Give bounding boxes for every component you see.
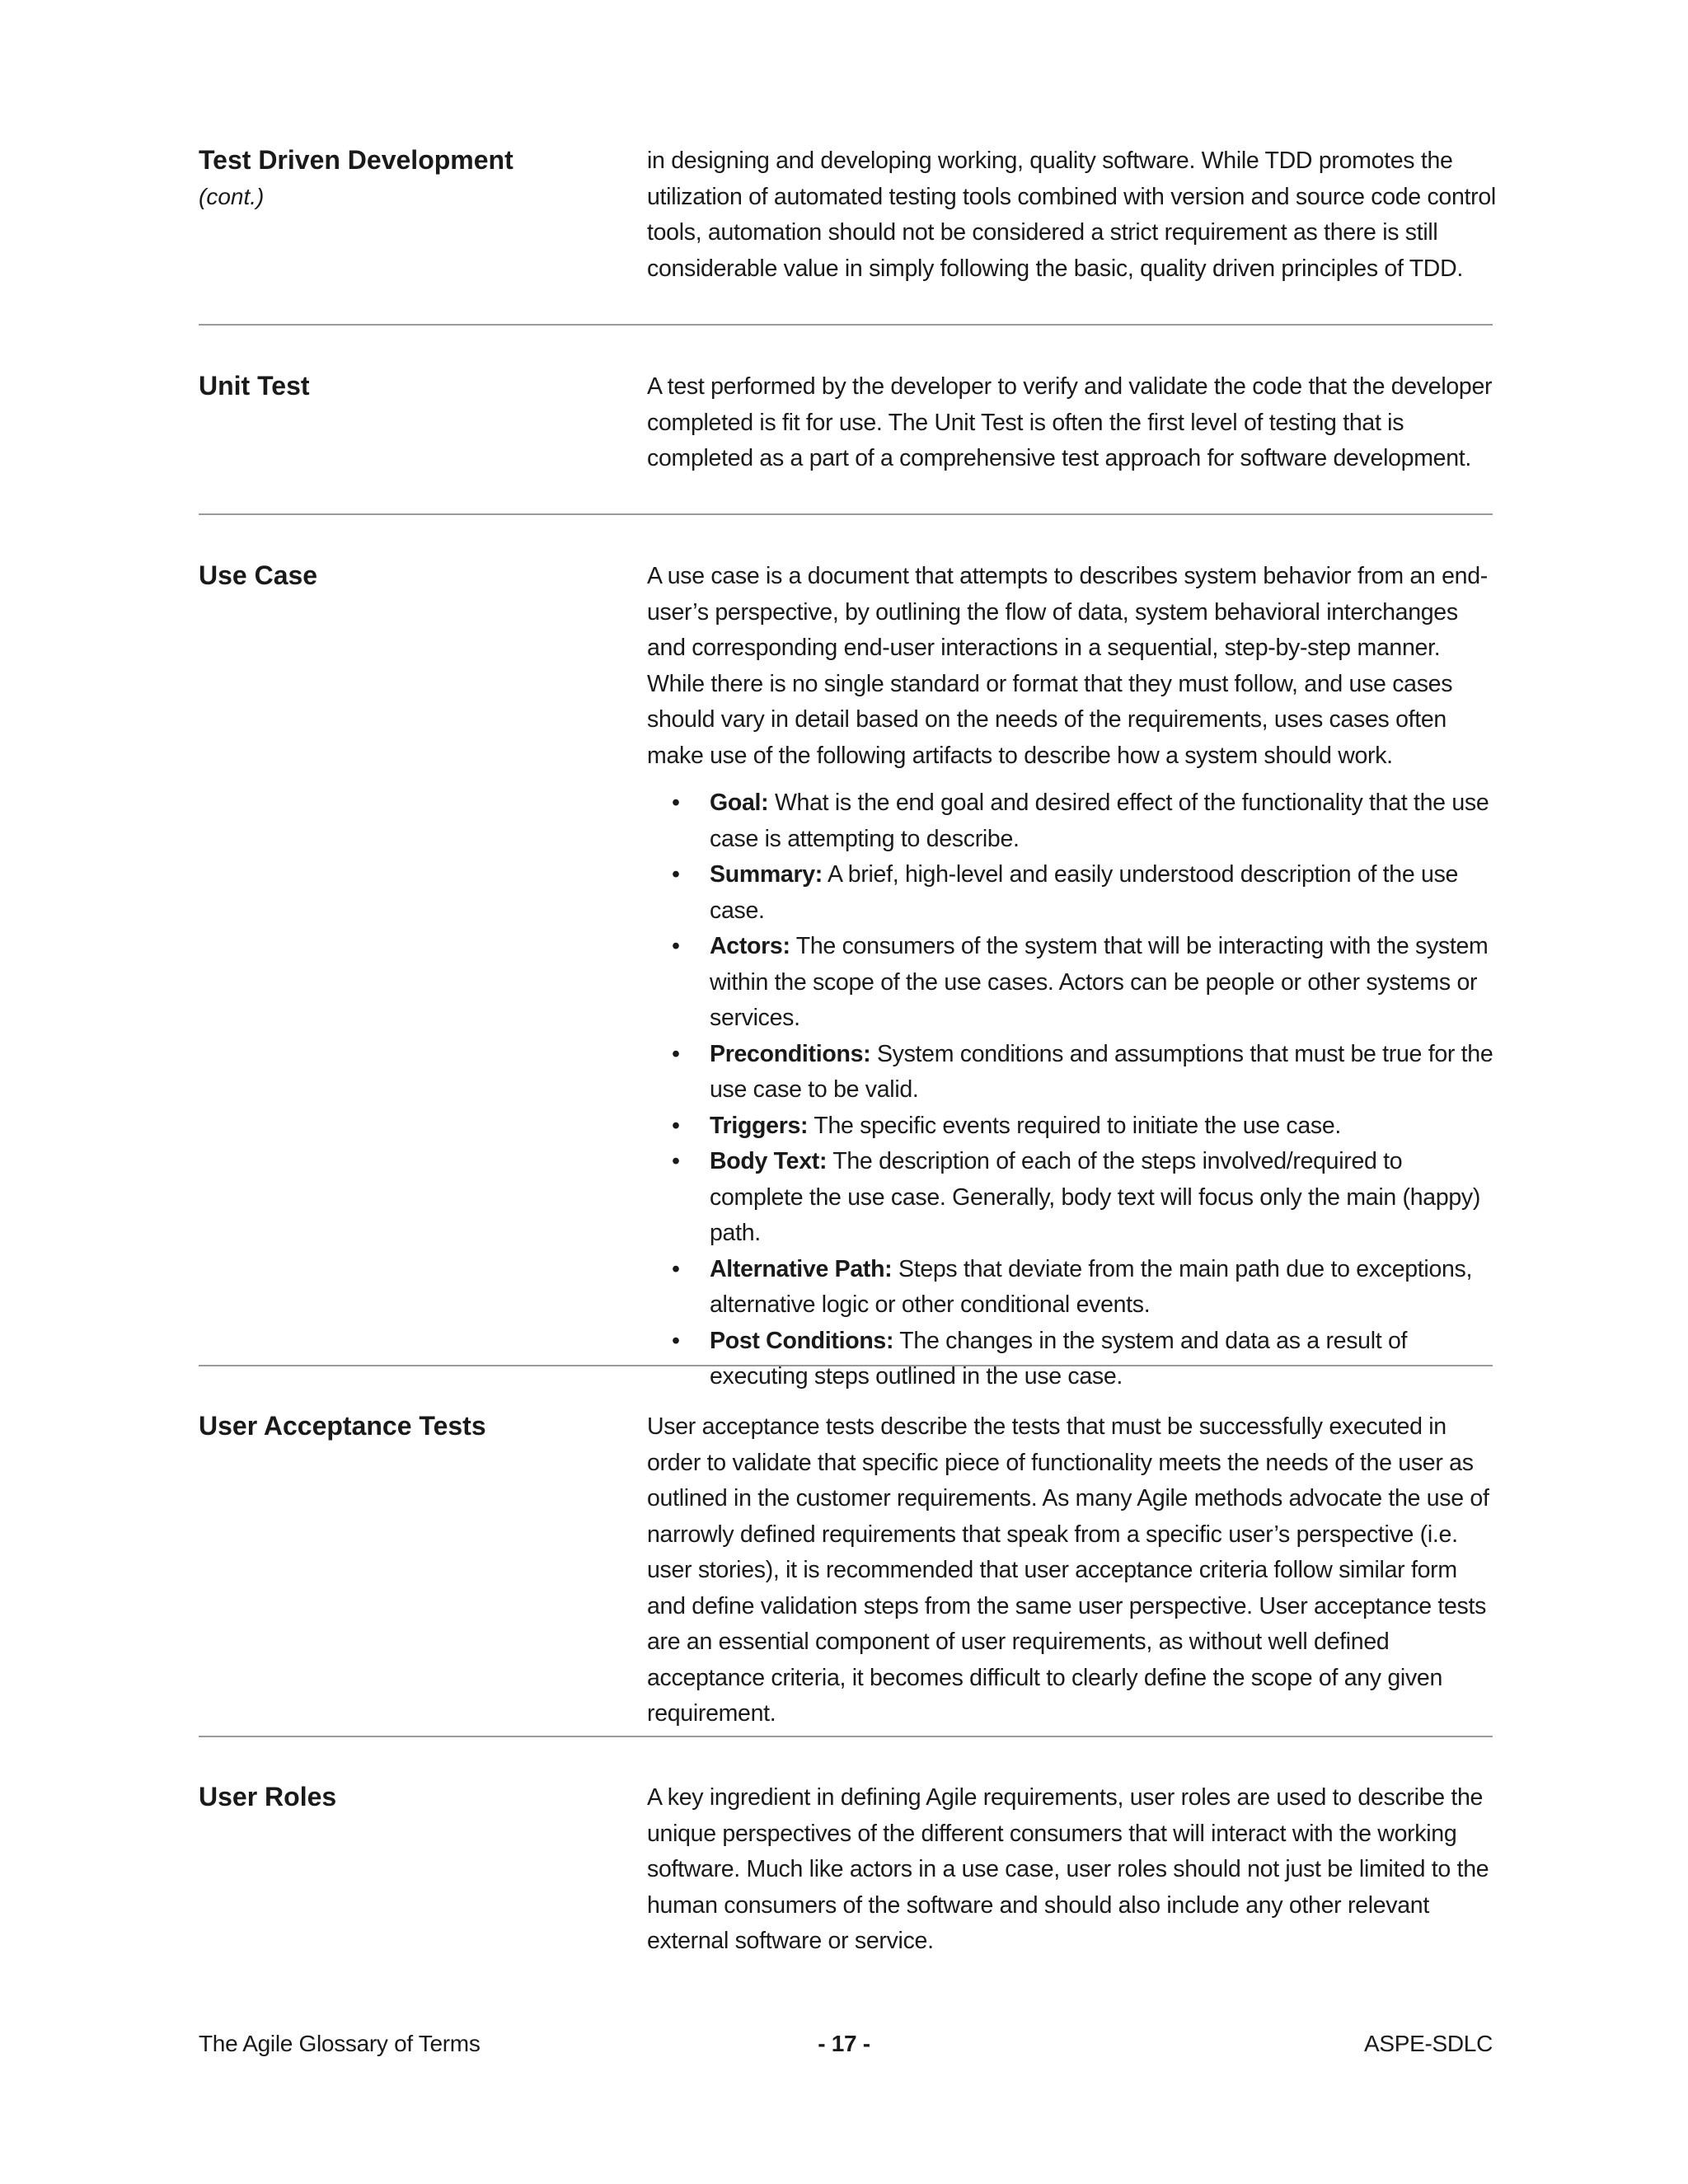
divider-rule xyxy=(199,1736,1493,1737)
list-item xyxy=(647,1324,1496,1395)
definition-column xyxy=(647,1409,1496,1732)
divider-rule xyxy=(199,1365,1493,1366)
list-item-text: A brief, high-level and easily understood description of the use case. xyxy=(710,861,1459,924)
list-item-label: Alternative Path: xyxy=(710,1255,893,1282)
definition-text: A test performed by the developer to verify and validate the code that the developer completed is fit for use. The Unit Test is often the first level of testing that is completed as a part of a comprehensive test approach for software development. xyxy=(647,373,1493,471)
bullet-icon: • xyxy=(672,1040,680,1067)
definition-column xyxy=(647,1780,1496,1960)
bullet-icon: • xyxy=(672,861,680,888)
term-title: User Roles xyxy=(199,1782,337,1811)
bullet-icon: • xyxy=(672,1327,680,1354)
definition-text: User acceptance tests describe the tests that must be successfully executed in order to validate that specific piece of functionality meets the needs of the user as outlined in the customer requirements. As many Agile methods advocate the use of narrowly defined requirements that speak from a specific user’s perspective (i.e. user stories), it is recommended that user acceptance criteria follow similar form and define validation steps from the same user perspective. User acceptance tests are an essential component of user requirements, as without well defined acceptance criteria, it becomes difficult to clearly define the scope of any given requirement. xyxy=(647,1413,1489,1727)
list-item-label: Actors: xyxy=(710,933,790,959)
list-item-label: Post Conditions: xyxy=(710,1327,894,1354)
term-column xyxy=(199,369,627,402)
list-item xyxy=(647,1252,1496,1324)
list-item-label: Goal: xyxy=(710,790,769,816)
term-column xyxy=(199,559,627,592)
footer-publisher: ASPE-SDLC xyxy=(1363,2031,1493,2056)
bullet-icon: • xyxy=(672,1112,680,1139)
list-item-text: Steps that deviate from the main path due to exceptions, alternative logic or other conditional events. xyxy=(710,1255,1473,1318)
term-title: User Acceptance Tests xyxy=(199,1411,486,1441)
list-item-text: The consumers of the system that will be interacting with the system within the scope of the use cases. Actors can be people or other systems or services. xyxy=(710,933,1489,1031)
use-case-artifact-list xyxy=(647,785,1496,1395)
bullet-icon: • xyxy=(672,1148,680,1174)
list-item xyxy=(647,1144,1496,1252)
list-item-label: Summary: xyxy=(710,861,823,888)
definition-column xyxy=(647,143,1496,287)
divider-rule xyxy=(199,513,1493,515)
definition-column xyxy=(647,369,1496,477)
list-item xyxy=(647,785,1496,857)
list-item-text: The changes in the system and data as a result of executing steps outlined in the use case. xyxy=(710,1327,1408,1390)
term-continued-note: (cont.) xyxy=(199,184,265,209)
footer-document-title: The Agile Glossary of Terms xyxy=(199,2031,481,2056)
definition-text: A use case is a document that attempts to describes system behavior from an end-user’s perspective, by outlining the flow of data, system behavioral interchanges and corresponding end-user interactions in a sequential, step-by-step manner. While there is no single standard or format that they must follow, and use cases should vary in detail based on the needs of the requirements, uses cases often make use of the following artifacts to describe how a system should work. xyxy=(647,563,1488,769)
term-title: Unit Test xyxy=(199,371,310,401)
term-column xyxy=(199,143,627,214)
bullet-icon: • xyxy=(672,790,680,816)
list-item-text: The specific events required to initiate the use case. xyxy=(808,1112,1342,1139)
list-item-label: Triggers: xyxy=(710,1112,809,1139)
list-item xyxy=(647,929,1496,1037)
definition-text: A key ingredient in defining Agile requirements, user roles are used to describe the unique perspectives of the different consumers that will interact with the working software. Much like actors in a use case, user roles should not just be limited to the human consumers of the software and should also include any other relevant external software or service. xyxy=(647,1784,1489,1954)
list-item-text: The description of each of the steps involved/required to complete the use case. Generally, body text will focus only the main (happy) path. xyxy=(710,1148,1481,1246)
bullet-icon: • xyxy=(672,933,680,959)
term-column xyxy=(199,1780,627,1813)
term-title: Test Driven Development xyxy=(199,145,513,175)
definition-column xyxy=(647,559,1496,1395)
list-item xyxy=(647,1108,1496,1145)
list-item-label: Preconditions: xyxy=(710,1040,871,1067)
term-title: Use Case xyxy=(199,560,318,590)
list-item-text: System conditions and assumptions that must be true for the use case to be valid. xyxy=(710,1040,1493,1103)
list-item xyxy=(647,1037,1496,1108)
list-item-text: What is the end goal and desired effect of the functionality that the use case is attempting to describe. xyxy=(710,790,1489,852)
list-item xyxy=(647,857,1496,929)
list-item-label: Body Text: xyxy=(710,1148,828,1174)
term-column xyxy=(199,1409,627,1442)
definition-text: in designing and developing working, quality software. While TDD promotes the utilization of automated testing tools combined with version and source code control tools, automation should not be considered a strict requirement as there is still considerable value in simply following the basic, quality driven principles of TDD. xyxy=(647,148,1496,282)
footer-page-number: - 17 - xyxy=(818,2031,870,2056)
divider-rule xyxy=(199,324,1493,326)
bullet-icon: • xyxy=(672,1255,680,1282)
